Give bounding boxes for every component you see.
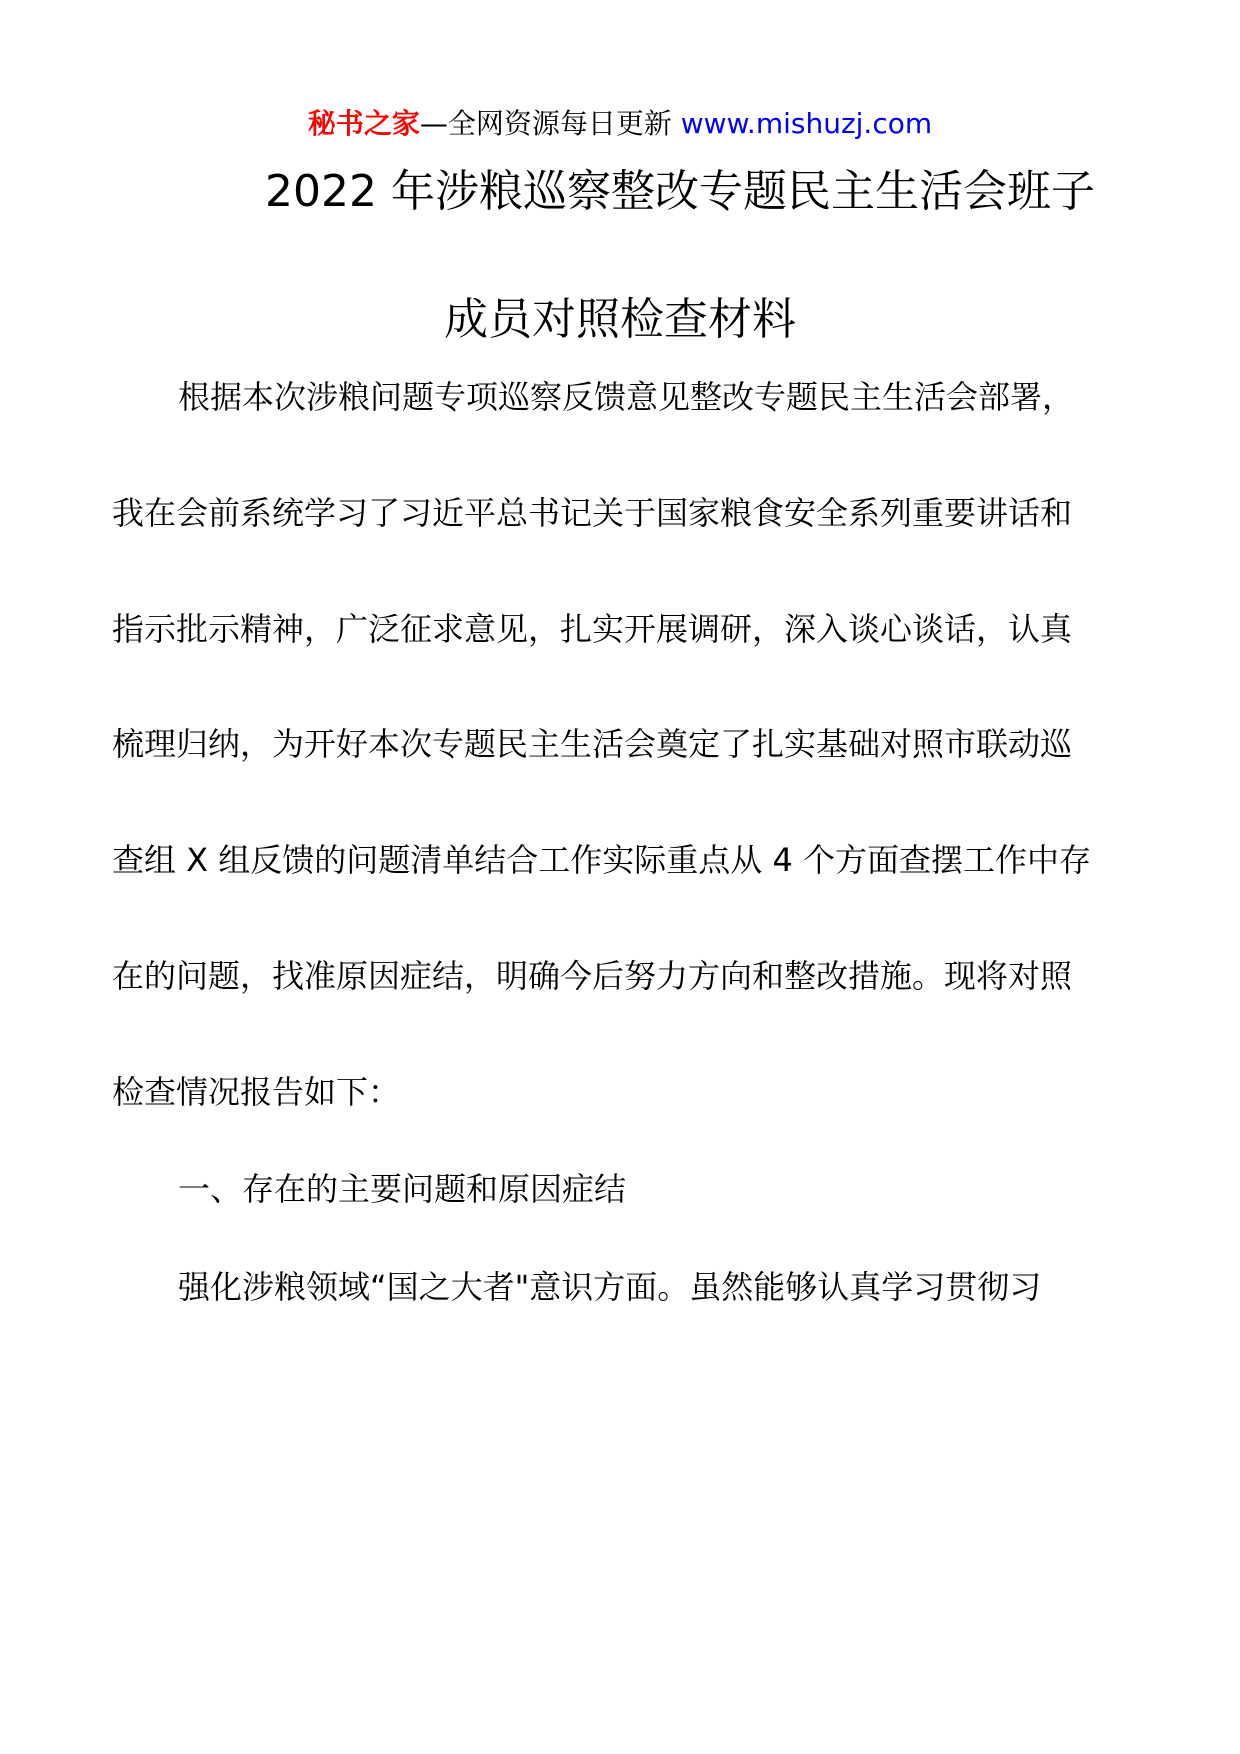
paragraph-line: 梳理归纳，为开好本次专题民主生活会奠定了扎实基础对照市联动巡: [112, 725, 1073, 763]
site-url-link[interactable]: www.mishuzj.com: [680, 107, 933, 140]
site-header: [0, 104, 1240, 144]
paragraph-line: 查组 X 组反馈的问题清单结合工作实际重点从 4 个方面查摆工作中存: [112, 841, 1091, 879]
section-paragraph-line: 强化涉粮领域“国之大者"意识方面。虽然能够认真学习贯彻习: [178, 1268, 1042, 1306]
brand-name: 秘书之家: [307, 107, 420, 140]
header-tagline: —全网资源每日更新: [419, 107, 681, 140]
document-title-line-2: 成员对照检查材料: [444, 294, 796, 345]
paragraph-line: 根据本次涉粮问题专项巡察反馈意见整改专题民主生活会部署，: [178, 378, 1075, 416]
paragraph-line: 我在会前系统学习了习近平总书记关于国家粮食安全系列重要讲话和: [112, 494, 1073, 532]
document-title-line-1: 2022 年涉粮巡察整改专题民主生活会班子: [265, 166, 1095, 217]
section-heading: 一、存在的主要问题和原因症结: [178, 1170, 627, 1208]
paragraph-line: 指示批示精神，广泛征求意见，扎实开展调研，深入谈心谈话，认真: [112, 610, 1073, 648]
paragraph-line: 在的问题，找准原因症结，明确今后努力方向和整改措施。现将对照: [112, 957, 1073, 995]
paragraph-line: 检查情况报告如下：: [112, 1073, 401, 1111]
